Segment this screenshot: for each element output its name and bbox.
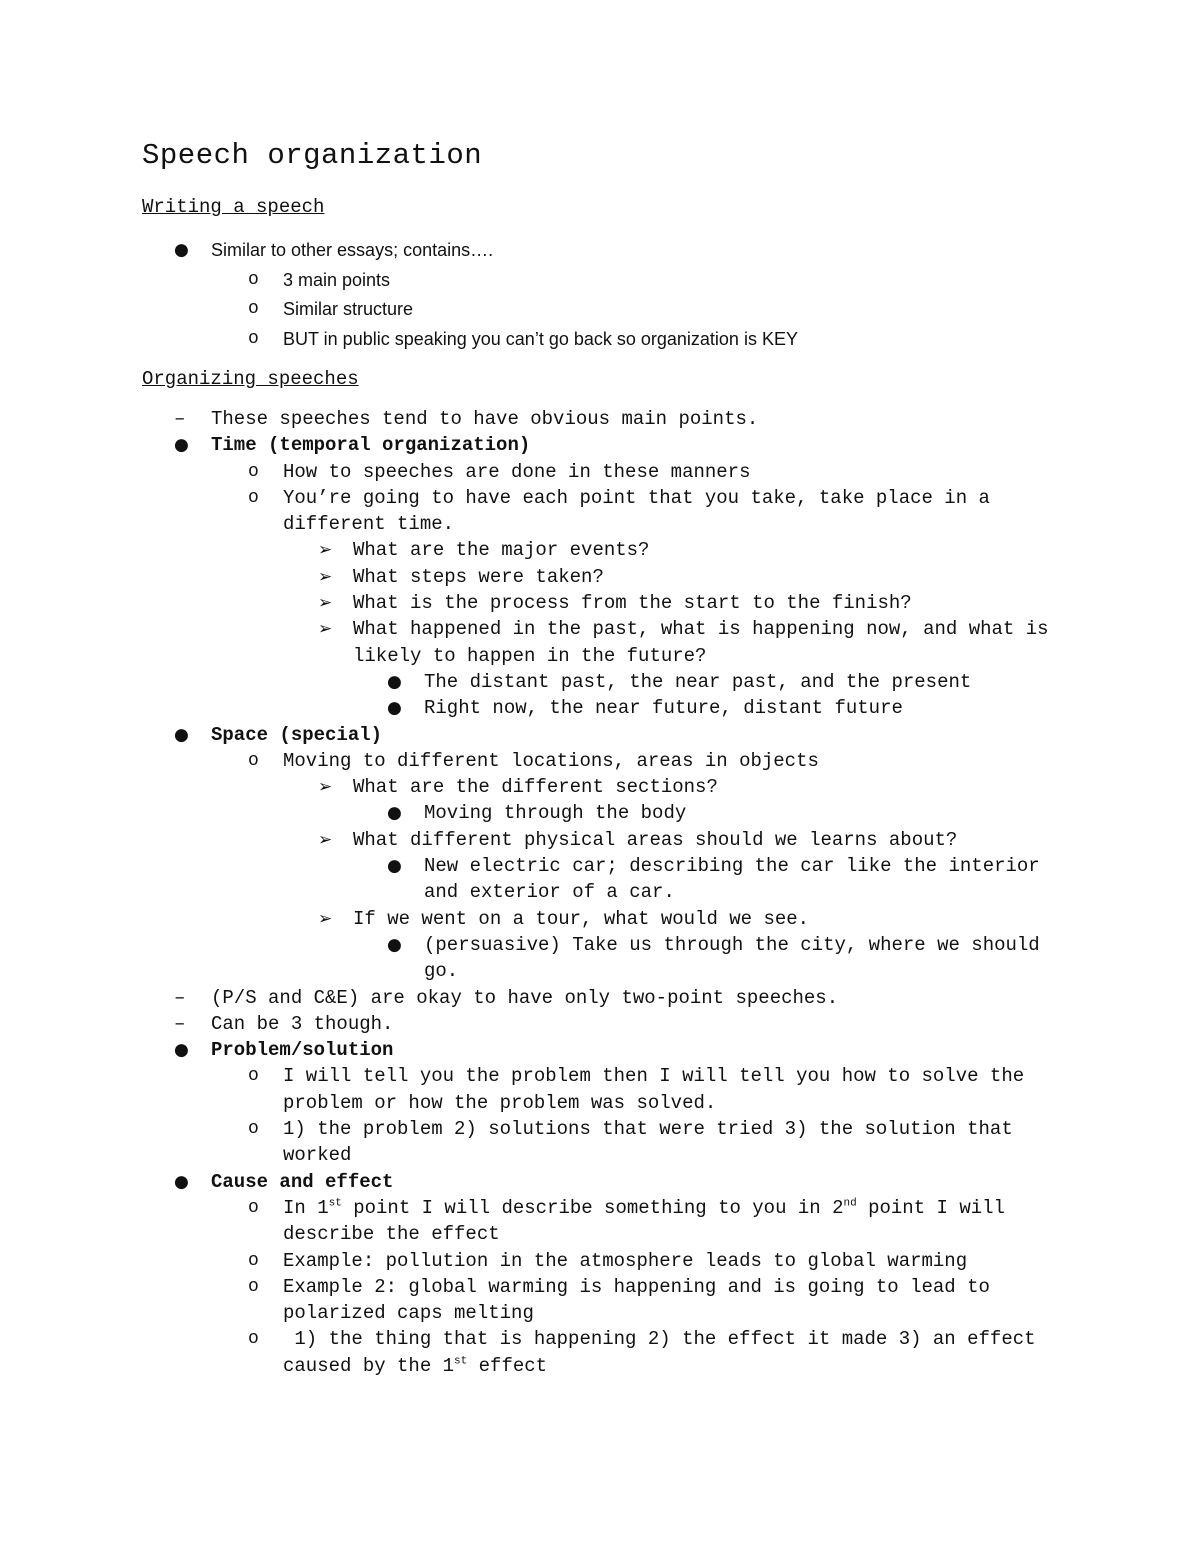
list-item (142, 748, 1082, 774)
text-run: What different physical areas should we learns about? (353, 828, 958, 851)
circle-bullet-icon: o (248, 750, 259, 771)
list-item (142, 485, 1082, 538)
text-run: Cause and effect (211, 1170, 394, 1193)
list-item-text (283, 487, 1001, 535)
text-run: What steps were taken? (353, 565, 604, 588)
list-item (142, 432, 1082, 458)
list-item-text (211, 408, 758, 430)
arrow-bullet-icon: ➢ (318, 829, 333, 850)
circle-bullet-icon: o (248, 269, 259, 290)
text-run: Moving to different locations, areas in objects (283, 749, 819, 772)
list-item-text (424, 802, 686, 824)
section-list-writing (142, 236, 1082, 354)
list-item-text (353, 618, 1060, 666)
text-run: New electric car; describing the car like the interior and exterior of a car. (424, 855, 1052, 904)
list-item (142, 406, 1082, 432)
list-item-text (283, 461, 750, 483)
list-item (142, 236, 1082, 266)
dash-bullet-icon: – (174, 408, 186, 430)
section-heading-organizing: Organizing speeches (142, 368, 359, 390)
list-item-text (283, 1118, 1024, 1166)
circle-bullet-icon: o (248, 1066, 259, 1087)
list-item-text (283, 1328, 1047, 1376)
text-run: Similar to other essays; contains…. (211, 240, 494, 260)
arrow-bullet-icon: ➢ (318, 566, 333, 587)
text-run: How to speeches are done in these manners (283, 460, 751, 483)
list-item-text (353, 592, 912, 614)
bullet-icon: ● (174, 1171, 189, 1192)
arrow-bullet-icon: ➢ (318, 619, 333, 640)
list-item (142, 537, 1082, 563)
list-item-text (353, 566, 604, 588)
bullet-icon: ● (387, 803, 402, 824)
list-item (142, 800, 1082, 826)
text-run: 1) the thing that is happening 2) the effect it made 3) an effect caused by the 1 (283, 1328, 1047, 1377)
text-run: The distant past, the near past, and the present (424, 670, 972, 693)
list-item-text (211, 434, 530, 456)
arrow-bullet-icon: ➢ (318, 908, 333, 929)
text-run: point I will describe something to you in 2 (341, 1196, 844, 1219)
circle-bullet-icon: o (248, 1329, 259, 1350)
bullet-icon: ● (174, 240, 189, 260)
list-item-text (283, 1197, 1016, 1245)
circle-bullet-icon: o (248, 461, 259, 482)
list-item (142, 1063, 1082, 1116)
bullet-icon: ● (174, 435, 189, 456)
text-run: What happened in the past, what is happening now, and what is likely to happen in the future? (353, 618, 1060, 667)
text-run: Example 2: global warming is happening and is going to lead to polarized caps melting (283, 1275, 1002, 1325)
list-item (142, 1011, 1082, 1037)
text-run: Time (temporal organization) (211, 434, 531, 457)
list-item-text (283, 1065, 1036, 1113)
list-item (142, 669, 1082, 695)
text-run: Similar structure (283, 299, 414, 319)
list-item (142, 932, 1082, 985)
list-item (142, 1195, 1082, 1248)
list-item-text (211, 1013, 393, 1035)
list-item (142, 853, 1082, 906)
list-item-text (283, 1250, 967, 1272)
circle-bullet-icon: o (248, 1119, 259, 1140)
document-page (142, 136, 1082, 1379)
list-item-text (353, 908, 809, 930)
list-item (142, 590, 1082, 616)
list-item-text (353, 776, 718, 798)
circle-bullet-icon: o (248, 328, 259, 349)
list-item (142, 1248, 1082, 1274)
text-run: 3 main points (283, 269, 391, 290)
list-item (142, 1116, 1082, 1169)
superscript: nd (843, 1197, 857, 1210)
arrow-bullet-icon: ➢ (318, 777, 333, 798)
dash-bullet-icon: – (174, 1012, 186, 1035)
list-item (142, 459, 1082, 485)
text-run: These speeches tend to have obvious main points. (211, 408, 759, 430)
list-item-text (283, 299, 413, 319)
circle-bullet-icon: o (248, 299, 259, 319)
list-item (142, 985, 1082, 1011)
arrow-bullet-icon: ➢ (318, 540, 333, 561)
list-item-text (283, 329, 798, 349)
text-run: (persuasive) Take us through the city, where we should go. (424, 933, 1052, 983)
list-item (142, 906, 1082, 932)
list-item (142, 695, 1082, 721)
arrow-bullet-icon: ➢ (318, 593, 333, 614)
text-run: effect (467, 1354, 548, 1377)
list-item (142, 1037, 1082, 1063)
list-item (142, 1326, 1082, 1379)
bullet-icon: ● (387, 698, 402, 719)
superscript: st (328, 1197, 342, 1210)
list-item-text (353, 539, 649, 561)
text-run: I will tell you the problem then I will tell you how to solve the problem or how the problem was solved. (283, 1065, 1036, 1114)
list-item-text (211, 1171, 393, 1193)
list-item-text (211, 240, 493, 260)
text-run: Example: pollution in the atmosphere leads to global warming (283, 1249, 968, 1272)
text-run: Space (special) (211, 723, 383, 746)
list-item-text (353, 829, 957, 851)
list-item-text (424, 697, 903, 719)
list-item (142, 616, 1082, 669)
list-item-text (211, 1039, 393, 1061)
bullet-icon: ● (174, 1040, 189, 1061)
circle-bullet-icon: o (248, 1276, 259, 1297)
circle-bullet-icon: o (248, 487, 259, 508)
list-item (142, 266, 1082, 296)
circle-bullet-icon: o (248, 1250, 259, 1271)
list-item-text (424, 671, 971, 693)
circle-bullet-icon: o (248, 1197, 259, 1218)
text-run: If we went on a tour, what would we see. (353, 907, 810, 930)
list-item (142, 325, 1082, 355)
section-heading-writing: Writing a speech (142, 196, 325, 218)
text-run: What are the different sections? (353, 776, 718, 799)
bullet-icon: ● (387, 934, 402, 955)
list-item (142, 1274, 1082, 1327)
list-item (142, 564, 1082, 590)
list-item-text (211, 987, 838, 1009)
list-item (142, 722, 1082, 748)
text-run: In 1 (283, 1196, 329, 1219)
list-item (142, 774, 1082, 800)
list-item (142, 295, 1082, 325)
text-run: What is the process from the start to the finish? (353, 592, 912, 615)
text-run: You’re going to have each point that you take, take place in a different time. (283, 486, 1002, 536)
text-run: Problem/solution (211, 1039, 394, 1062)
list-item-text (211, 724, 382, 746)
superscript: st (454, 1355, 468, 1368)
list-item-text (424, 934, 1051, 982)
list-item-text (283, 1276, 1001, 1324)
bullet-icon: ● (387, 856, 402, 877)
section-list-organizing (142, 406, 1082, 1379)
text-run: 1) the problem 2) solutions that were tried 3) the solution that worked (283, 1118, 1025, 1167)
text-run: Can be 3 though. (211, 1012, 394, 1035)
text-run: What are the major events? (353, 539, 650, 562)
text-run: BUT in public speaking you can’t go back so organization is KEY (283, 328, 798, 349)
text-run: (P/S and C&E) are okay to have only two-point speeches. (211, 986, 839, 1009)
list-item-text (283, 270, 390, 290)
bullet-icon: ● (387, 671, 402, 692)
list-item-text (424, 855, 1051, 903)
list-item (142, 1169, 1082, 1195)
text-run: Right now, the near future, distant future (424, 697, 903, 720)
text-run: point I will describe the effect (283, 1196, 1017, 1246)
bullet-icon: ● (174, 724, 189, 745)
list-item-text (283, 750, 819, 772)
list-item (142, 827, 1082, 853)
text-run: Moving through the body (424, 802, 687, 825)
dash-bullet-icon: – (174, 986, 186, 1009)
page-title: Speech organization (142, 139, 483, 172)
